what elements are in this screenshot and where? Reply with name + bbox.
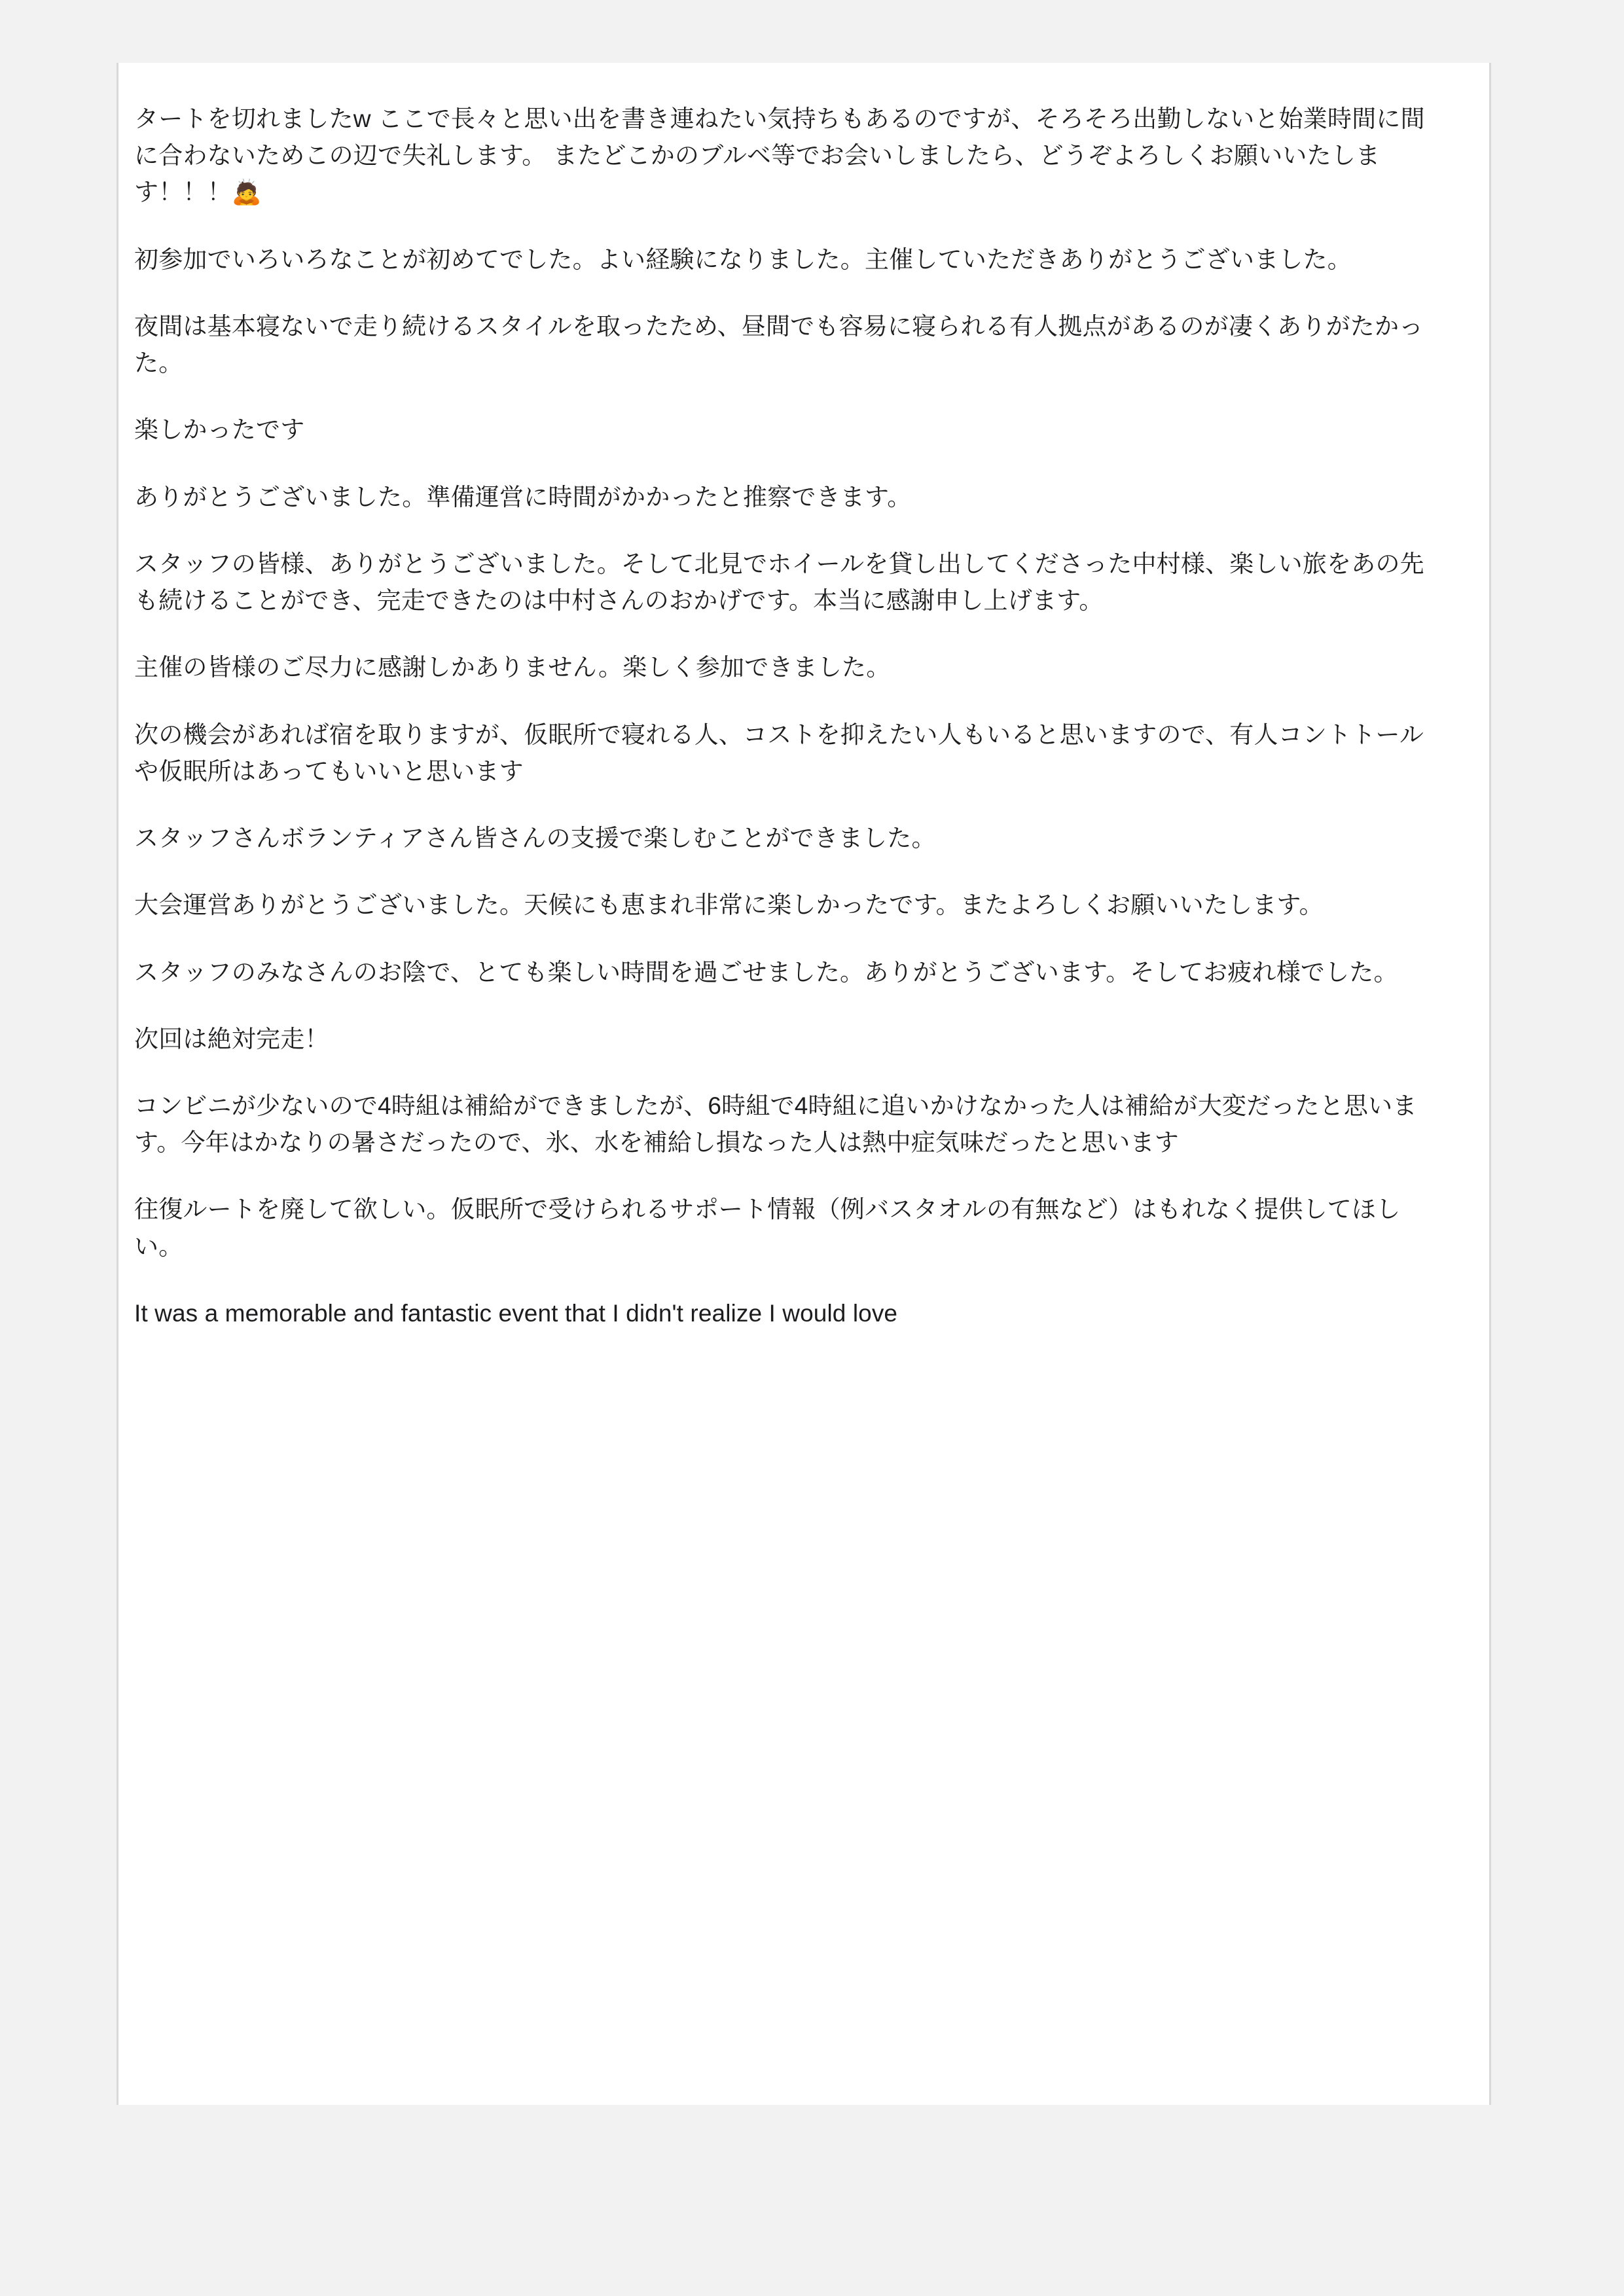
paragraph: 往復ルートを廃して欲しい。仮眠所で受けられるサポート情報（例バスタオルの有無など）はもれなく提供してほしい。 (134, 1196, 1401, 1260)
paragraph: 初参加でいろいろなことが初めてでした。よい経験になりました。主催していただきありがとうございました。 (134, 245, 1352, 273)
paragraph: スタッフさんボランティアさん皆さんの支援で楽しむことができました。 (134, 825, 936, 852)
document-sheet (117, 63, 1491, 2105)
paragraph: 次回は絶対完走！ (134, 1025, 329, 1052)
paragraph: It was a memorable and fantastic event that I didn't realize I would love (134, 1299, 898, 1327)
paragraph: スタッフのみなさんのお陰で、とても楽しい時間を過ごせました。ありがとうございます。そしてお疲れ様でした。 (134, 958, 1398, 986)
paragraph: 次の機会があれば宿を取りますが、仮眠所で寝れる人、コストを抑えたい人もいると思いますので、有人コントトールや仮眠所はあってもいいと思います (134, 721, 1424, 785)
paragraph: 楽しかったです (134, 416, 305, 444)
paragraph: 大会運営ありがとうございました。天候にも恵まれ非常に楽しかったです。またよろしくお願いいたします。 (134, 891, 1324, 919)
paragraph: 主催の皆様のご尽力に感謝しかありません。楽しく参加できました。 (134, 654, 891, 681)
document-body (134, 101, 1434, 1332)
paragraph: ありがとうございました。準備運営に時間がかかったと推察できます。 (134, 483, 912, 511)
paragraph: タートを切れましたw ここで長々と思い出を書き連ねたい気持ちもあるのですが、そろそろ出勤しないと始業時間に間に合わないためこの辺で失礼します。 またどこかのブルベ等でお会いしましたら、どうぞよろしくお願いいたします！！！🙇 (134, 105, 1425, 206)
paragraph: スタッフの皆様、ありがとうございました。そして北見でホイールを貸し出してくださった中村様、楽しい旅をあの先も続けることができ、完走できたのは中村さんのおかげです。本当に感謝申し上げます。 (134, 550, 1424, 615)
paragraph: コンビニが少ないので4時組は補給ができましたが、6時組で4時組に追いかけなかった人は補給が大変だったと思います。今年はかなりの暑さだったので、氷、水を補給し損なった人は熱中症気味だったと思います (134, 1092, 1417, 1157)
paragraph: 夜間は基本寝ないで走り続けるスタイルを取ったため、昼間でも容易に寝られる有人拠点があるのが凄くありがたかった。 (134, 312, 1424, 377)
